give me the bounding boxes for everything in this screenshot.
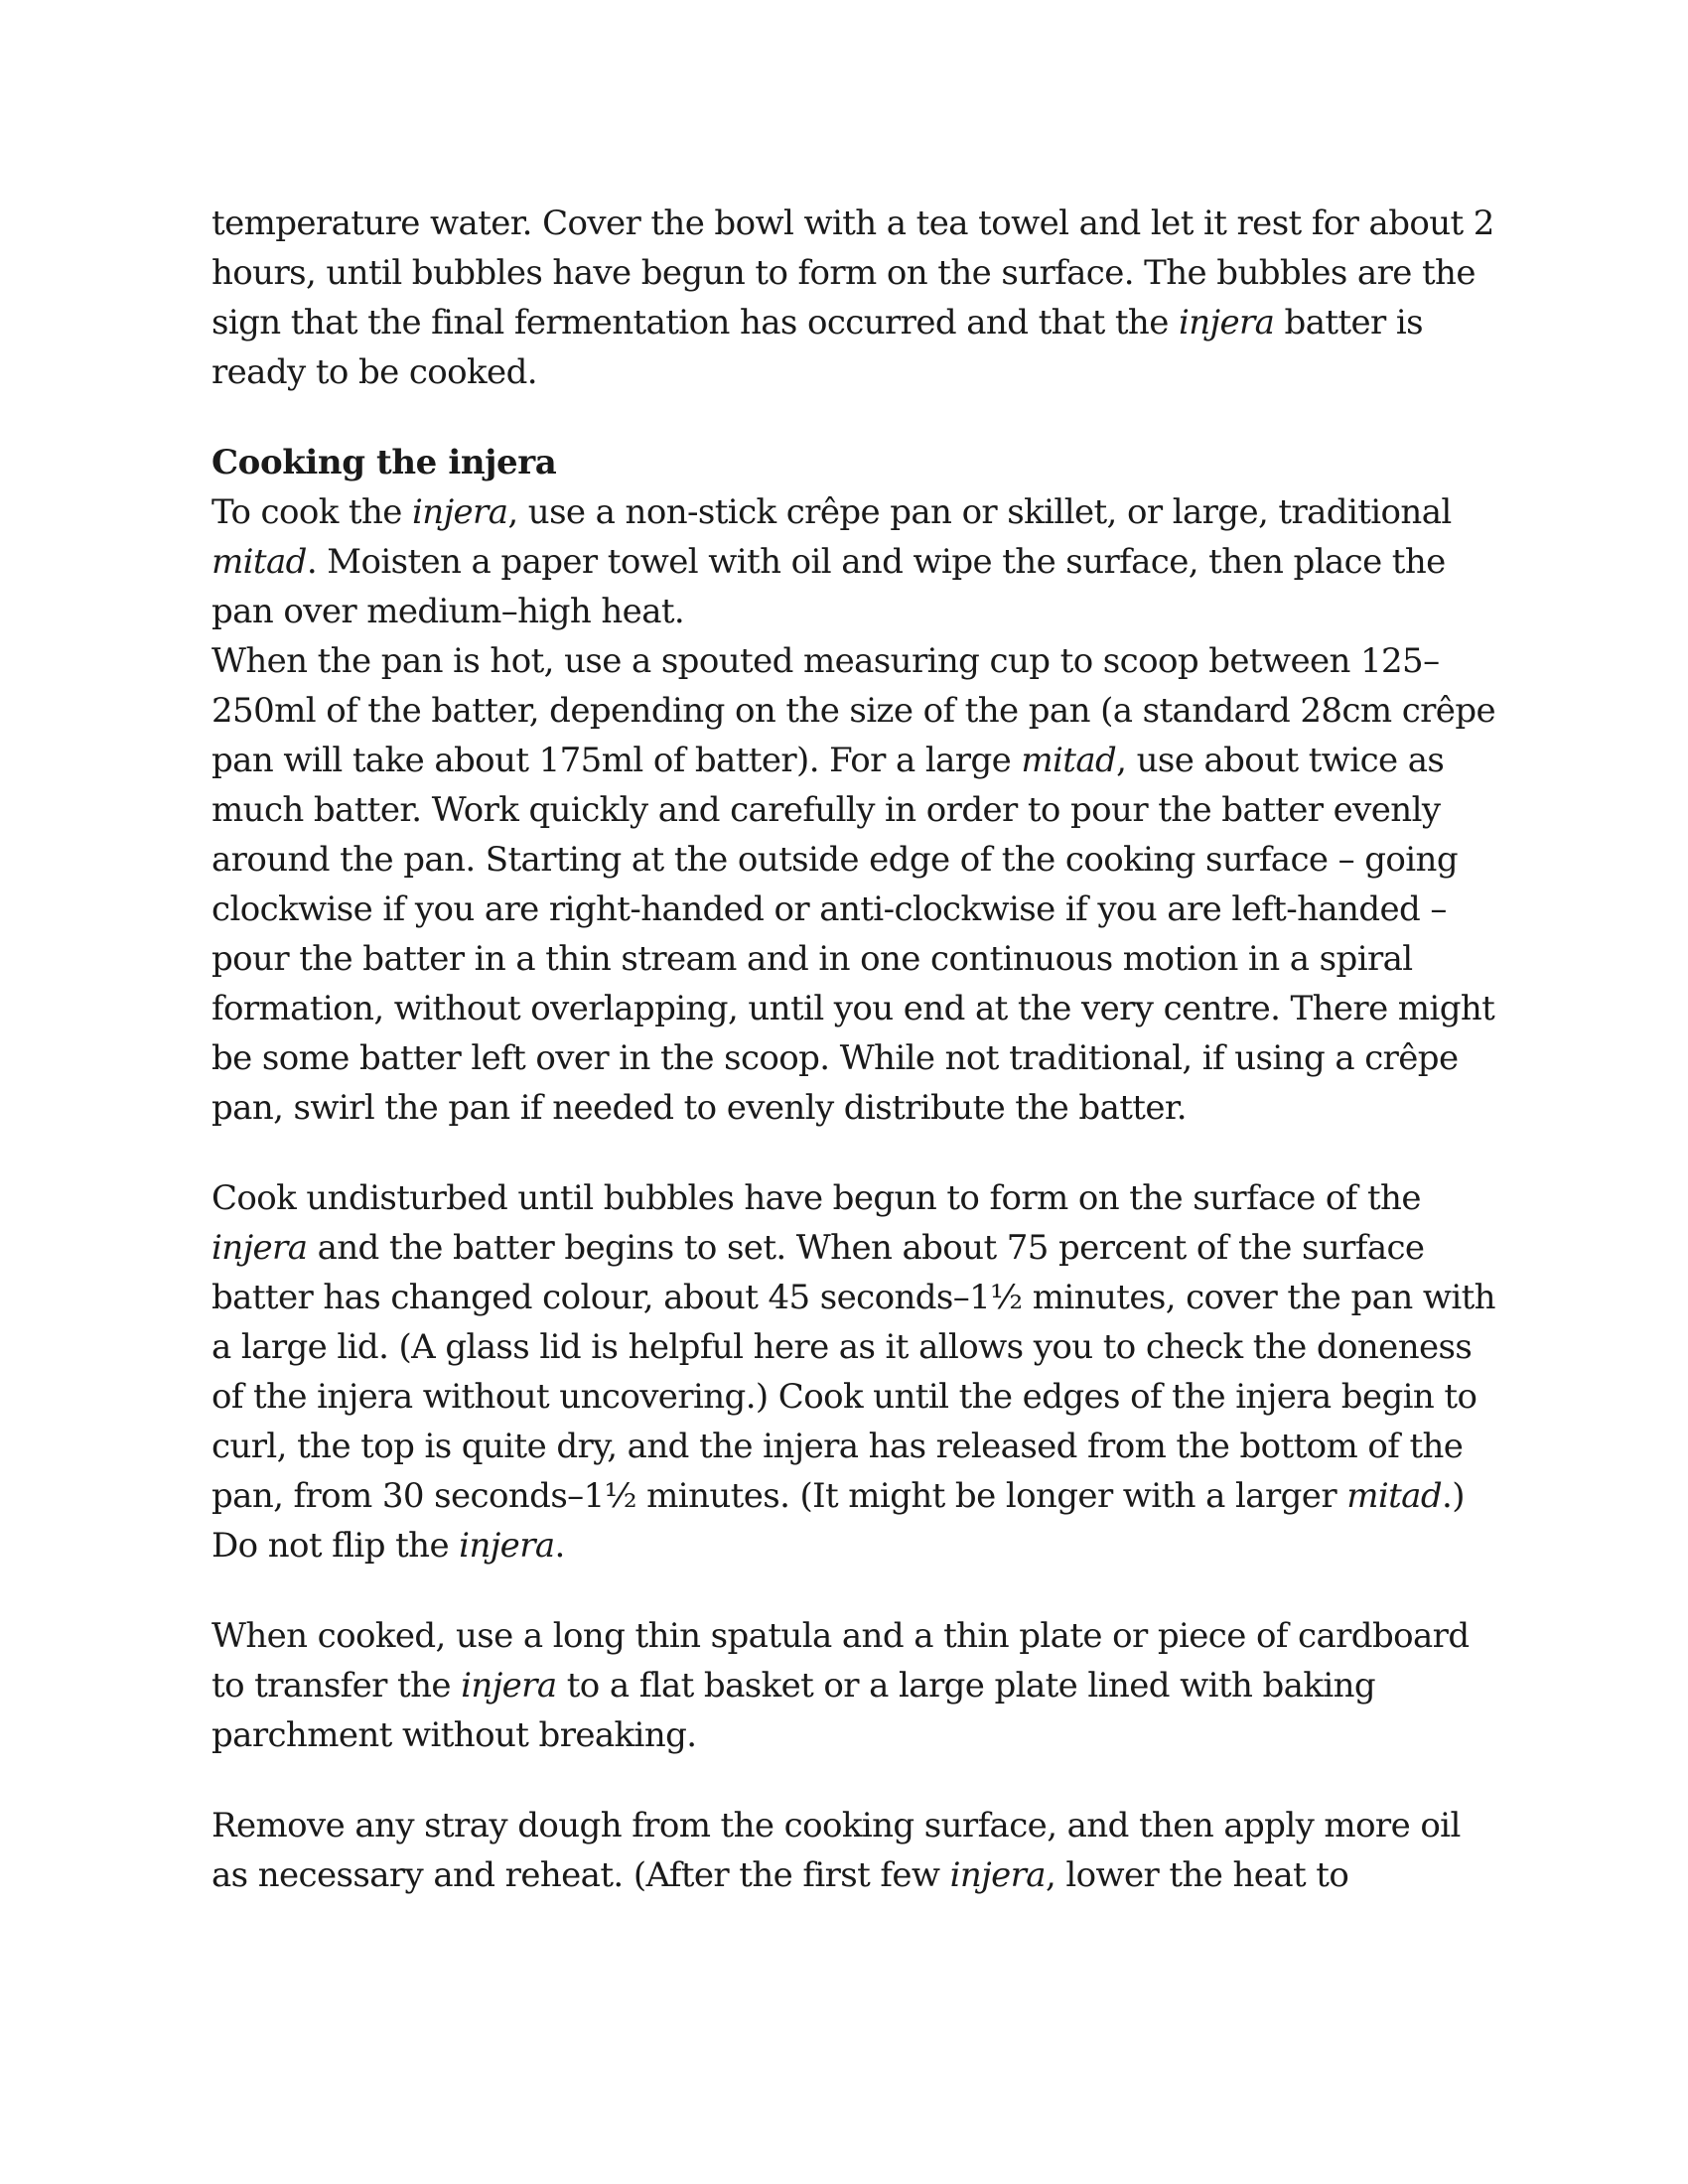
text-run: , lower the heat to bbox=[1045, 1855, 1349, 1895]
paragraph-transfer bbox=[211, 1611, 1502, 1760]
text-run: Remove any stray dough from the cooking surface, and then apply more oil as necessary and reheat. (After the first few bbox=[211, 1806, 1461, 1895]
paragraph-reheat bbox=[211, 1801, 1502, 1900]
text-run: batter is ready to be cooked. bbox=[211, 303, 1424, 392]
italic-term: injera bbox=[459, 1526, 555, 1566]
paragraph-pour-batter bbox=[211, 636, 1502, 1133]
paragraph-cook-undisturbed bbox=[211, 1173, 1502, 1570]
text-run: and the batter begins to set. When about 75 percent of the surface batter has changed colour, about 45 seconds–1½ minutes, cover the pan with a large lid. (A glass lid is helpful here as it allows you to check the doneness of the injera without uncovering.) Cook until the edges of the injera begin to curl, the top is quite dry, and the injera has released from the bottom of the pan, from 30 seconds–1½ minutes. (It might be longer with a larger bbox=[211, 1228, 1495, 1516]
recipe-page bbox=[211, 199, 1502, 1941]
section-heading-cooking: Cooking the injera bbox=[211, 443, 557, 482]
paragraph-pan-prep bbox=[211, 487, 1502, 636]
italic-term: injera bbox=[461, 1666, 557, 1706]
text-run: When the pan is hot, use a spouted measuring cup to scoop between 125–250ml of the batter, depending on the size of the pan (a standard 28cm crêpe pan will take about 175ml of batter). For a large bbox=[211, 641, 1496, 780]
text-run: . bbox=[554, 1526, 565, 1566]
italic-term: mitad bbox=[211, 542, 307, 582]
italic-term: injera bbox=[949, 1855, 1046, 1895]
paragraph-batter-rest bbox=[211, 199, 1502, 397]
text-run: Cook undisturbed until bubbles have begun to form on the surface of the bbox=[211, 1178, 1421, 1218]
text-run: temperature water. Cover the bowl with a tea towel and let it rest for about 2 hours, until bubbles have begun to form on the surface. The bubbles are the sign that the final fermentation has occurred and that the bbox=[211, 204, 1494, 342]
italic-term: injera bbox=[412, 492, 508, 532]
text-run: .) Do not flip the bbox=[211, 1476, 1465, 1566]
text-run: . Moisten a paper towel with oil and wipe the surface, then place the pan over medium–high heat. bbox=[211, 542, 1446, 631]
italic-term: injera bbox=[1178, 303, 1275, 342]
italic-term: mitad bbox=[1346, 1476, 1443, 1516]
text-run: , use a non-stick crêpe pan or skillet, or large, traditional bbox=[507, 492, 1452, 532]
text-run: To cook the bbox=[211, 492, 412, 532]
italic-term: injera bbox=[211, 1228, 308, 1268]
text-run: , use about twice as much batter. Work quickly and carefully in order to pour the batter evenly around the pan. Starting at the outside edge of the cooking surface – going clockwise if you are right-handed or anti-clockwise if you are left-handed – pour the batter in a thin stream and in one continuous motion in a spiral formation, without overlapping, until you end at the very centre. There might be some batter left over in the scoop. While not traditional, if using a crêpe pan, swirl the pan if needed to evenly distribute the batter. bbox=[211, 741, 1495, 1128]
italic-term: mitad bbox=[1021, 741, 1117, 780]
text-run: When cooked, use a long thin spatula and a thin plate or piece of cardboard to transfer the bbox=[211, 1616, 1470, 1706]
text-run: to a flat basket or a large plate lined with baking parchment without breaking. bbox=[211, 1666, 1376, 1755]
